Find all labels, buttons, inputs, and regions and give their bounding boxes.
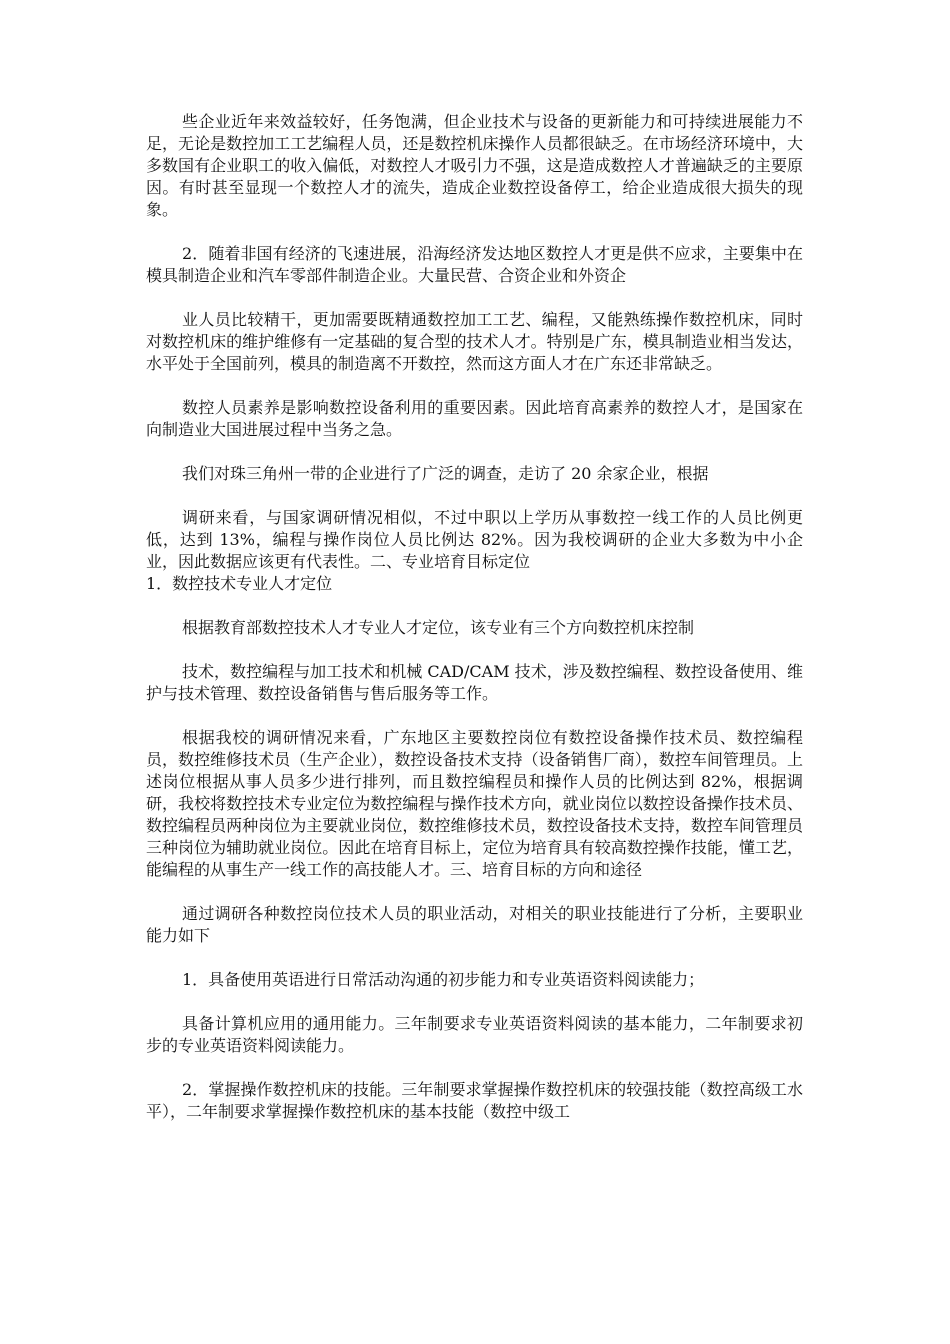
section-heading-1: 1．数控技术专业人才定位	[146, 574, 333, 593]
paragraph-3: 业人员比较精干，更加需要既精通数控加工工艺、编程，又能熟练操作数控机床，同时对数控机床的维护维修有一定基础的复合型的技术人才。特别是广东，模具制造业相当发达，水平处于全国前列，模具的制造离不开数控，然而这方面人才在广东还非常缺乏。	[146, 310, 803, 373]
paragraph-4: 数控人员素养是影响数控设备利用的重要因素。因此培育高素养的数控人才，是国家在向制造业大国进展过程中当务之急。	[146, 398, 803, 439]
paragraph-11: 1．具备使用英语进行日常活动沟通的初步能力和专业英语资料阅读能力；	[182, 970, 705, 989]
document-body	[146, 111, 803, 1145]
paragraph-5: 我们对珠三角州一带的企业进行了广泛的调查，走访了 20 余家企业，根据	[182, 464, 709, 483]
paragraph-10: 通过调研各种数控岗位技术人员的职业活动，对相关的职业技能进行了分析，主要职业能力如下	[146, 904, 803, 945]
paragraph-12: 具备计算机应用的通用能力。三年制要求专业英语资料阅读的基本能力，二年制要求初步的专业英语资料阅读能力。	[146, 1014, 803, 1055]
paragraph-1: 些企业近年来效益较好，任务饱满，但企业技术与设备的更新能力和可持续进展能力不足，无论是数控加工工艺编程人员，还是数控机床操作人员都很缺乏。在市场经济环境中，大多数国有企业职工的收入偏低，对数控人才吸引力不强，这是造成数控人才普遍缺乏的主要原因。有时甚至显现一个数控人才的流失，造成企业数控设备停工，给企业造成很大损失的现象。	[146, 112, 803, 219]
paragraph-13: 2．掌握操作数控机床的技能。三年制要求掌握操作数控机床的较强技能（数控高级工水平），二年制要求掌握操作数控机床的基本技能（数控中级工	[146, 1080, 803, 1121]
paragraph-7: 根据教育部数控技术人才专业人才定位，该专业有三个方向数控机床控制	[182, 618, 695, 637]
paragraph-9: 根据我校的调研情况来看，广东地区主要数控岗位有数控设备操作技术员、数控编程员，数控维修技术员（生产企业），数控设备技术支持（设备销售厂商），数控车间管理员。上述岗位根据从事人员多少进行排列，而且数控编程员和操作人员的比例达到 82%，根据调研，我校将数控技术专业定位为数控编程与操作技术方向，就业岗位以数控设备操作技术员、数控编程员两种岗位为主要就业岗位，数控维修技术员，数控设备技术支持，数控车间管理员三种岗位为辅助就业岗位。因此在培育目标上，定位为培育具有较高数控操作技能，懂工艺，能编程的从事生产一线工作的高技能人才。三、培育目标的方向和途径	[146, 728, 803, 879]
paragraph-6: 调研来看，与国家调研情况相似，不过中职以上学历从事数控一线工作的人员比例更低，达到 13%，编程与操作岗位人员比例达 82%。因为我校调研的企业大多数为中小企业，因此数据应该更有代表性。二、专业培育目标定位	[146, 508, 803, 571]
paragraph-2: 2．随着非国有经济的飞速进展，沿海经济发达地区数控人才更是供不应求，主要集中在模具制造企业和汽车零部件制造企业。大量民营、合资企业和外资企	[146, 244, 803, 285]
paragraph-8: 技术，数控编程与加工技术和机械 CAD/CAM 技术，涉及数控编程、数控设备使用、维护与技术管理、数控设备销售与售后服务等工作。	[146, 662, 803, 703]
